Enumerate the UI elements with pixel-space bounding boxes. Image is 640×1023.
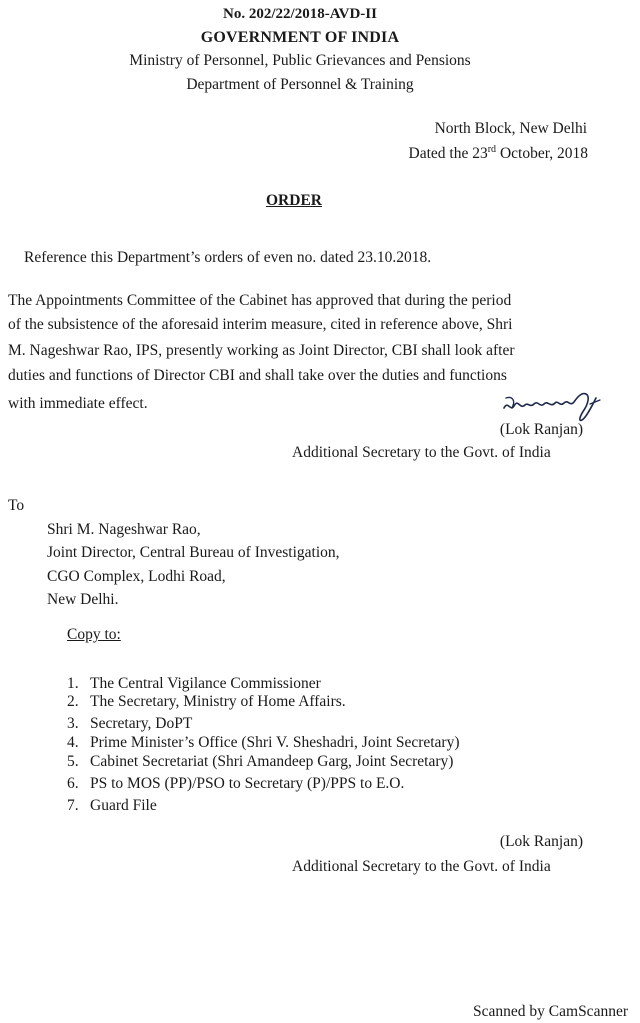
body-line: of the subsistence of the aforesaid interim measure, cited in reference above, Shri bbox=[8, 316, 513, 333]
copy-to-item bbox=[67, 675, 321, 693]
item-number: 3. bbox=[67, 715, 79, 732]
body-line: M. Nageshwar Rao, IPS, presently working as Joint Director, CBI shall look after bbox=[8, 342, 515, 359]
body-line: with immediate effect. bbox=[8, 395, 148, 412]
item-text: PS to MOS (PP)/PSO to Secretary (P)/PPS to E.O. bbox=[90, 775, 405, 792]
address-line: Shri M. Nageshwar Rao, bbox=[47, 521, 201, 538]
item-text: The Central Vigilance Commissioner bbox=[90, 675, 321, 692]
ministry-heading: Ministry of Personnel, Public Grievances and Pensions bbox=[129, 52, 471, 69]
item-number: 6. bbox=[67, 775, 79, 792]
address-line: New Delhi. bbox=[47, 591, 119, 608]
copy-to-item bbox=[67, 693, 346, 711]
address-line: CGO Complex, Lodhi Road, bbox=[47, 568, 226, 585]
copy-to-item bbox=[67, 715, 192, 733]
government-heading: GOVERNMENT OF INDIA bbox=[200, 29, 400, 46]
copy-to-item bbox=[67, 797, 157, 815]
copy-to-item bbox=[67, 734, 460, 752]
item-number: 2. bbox=[67, 693, 79, 710]
signatory-designation-copy: Additional Secretary to the Govt. of India bbox=[292, 858, 551, 875]
date-suffix: October, 2018 bbox=[496, 145, 588, 162]
date-line bbox=[409, 144, 588, 163]
address-line: Joint Director, Central Bureau of Investigation, bbox=[47, 544, 340, 561]
item-number: 7. bbox=[67, 797, 79, 814]
signatory-name: (Lok Ranjan) bbox=[499, 421, 583, 438]
copy-to-item bbox=[67, 753, 453, 771]
item-text: Cabinet Secretariat (Shri Amandeep Garg, Joint Secretary) bbox=[90, 753, 454, 770]
body-line: The Appointments Committee of the Cabinet has approved that during the period bbox=[8, 292, 512, 309]
copy-to-heading: Copy to: bbox=[67, 626, 121, 643]
item-number: 5. bbox=[67, 753, 79, 770]
copy-to-item bbox=[67, 775, 404, 793]
item-text: Secretary, DoPT bbox=[90, 715, 193, 732]
item-text: The Secretary, Ministry of Home Affairs. bbox=[90, 693, 346, 710]
date-ordinal: rd bbox=[487, 144, 497, 155]
file-number: No. 202/22/2018-AVD-II bbox=[223, 6, 377, 22]
body-line: duties and functions of Director CBI and shall take over the duties and functions bbox=[8, 367, 507, 384]
item-number: 1. bbox=[67, 675, 79, 692]
scanner-watermark: Scanned by CamScanner bbox=[473, 1003, 628, 1020]
place-line: North Block, New Delhi bbox=[434, 120, 587, 137]
date-prefix: Dated the 23 bbox=[408, 145, 488, 162]
item-number: 4. bbox=[67, 734, 79, 751]
signatory-name-copy: (Lok Ranjan) bbox=[499, 833, 583, 850]
to-label: To bbox=[8, 497, 25, 514]
reference-line: Reference this Department’s orders of even no. dated 23.10.2018. bbox=[24, 249, 432, 266]
signatory-designation: Additional Secretary to the Govt. of India bbox=[292, 444, 551, 461]
department-heading: Department of Personnel & Training bbox=[186, 76, 414, 93]
handwritten-signature bbox=[500, 386, 604, 426]
item-text: Guard File bbox=[90, 797, 157, 814]
item-text: Prime Minister’s Office (Shri V. Sheshadri, Joint Secretary) bbox=[90, 734, 460, 751]
order-title: ORDER bbox=[266, 192, 322, 209]
